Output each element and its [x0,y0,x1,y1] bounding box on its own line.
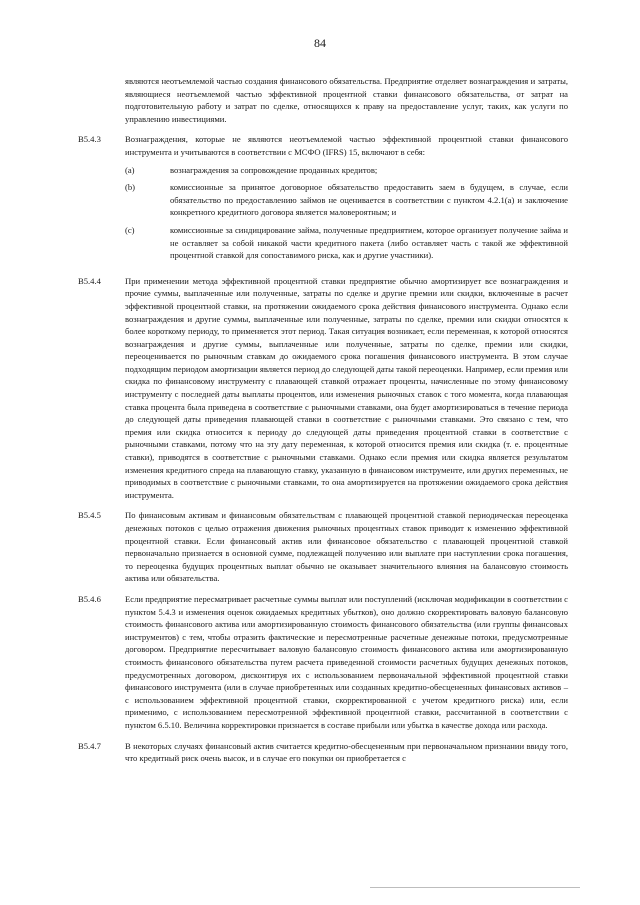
list-item [125,164,568,177]
list-item [125,224,568,262]
paragraph-b5-4-5 [78,509,568,585]
paragraph-number: B5.4.7 [78,740,101,751]
scan-artifact-line [370,887,580,888]
paragraph-number: B5.4.5 [78,510,101,521]
paragraph-b5-4-6 [78,593,568,732]
paragraph-number: B5.4.6 [78,593,101,604]
item-list [125,164,568,262]
item-text: комиссионные за принятое договорное обязательство предоставить заем в будущем, в случае, если обязательство по предоставлению займов не оценивается в соответствии с пунктом 4.2.1(a) и заключение конкретного кредитного договора является маловероятным; и [170,182,568,218]
page-number: 84 [314,36,326,50]
paragraph-text: При применении метода эффективной процентной ставки предприятие обычно амортизирует все вознаграждения и прочие суммы, выплаченные или полученные, затраты по сделке и другие премии или скидки, включенные в расчет эффективной процентной ставки, на протяжении ожидаемого срока действия финансового инструмента. Однако если вознаграждения и другие суммы, выплаченные или полученные, затраты по сделке, премии или скидки относятся к более короткому периоду, то применяется этот период. Такая ситуация возникает, если переменная, к которой относятся вознаграждения и другие суммы, выплаченные или полученные, затраты по сделке, премии или скидки, переоценивается по рыночным ставкам до ожидаемого срока погашения финансового инструмента. В этом случае подходящим периодом амортизации является период до следующей даты такой переоценки. Например, если премия или скидка по финансовому инструменту с плавающей ставкой отражает проценты, начисленные по этому финансовому инструменту с последней даты выплаты процентов, или изменения рыночных ставок с того момента, когда плавающая ставка процента была приведена в соответствие с рыночными ставками, она будет амортизироваться в течение периода до следующей даты приведения плавающей ставки в соответствие с рыночными ставками. Это связано с тем, что премия или скидка относится к периоду до следующей даты приведения процентной ставки в соответствие с рыночными ставками, потому что на эту дату переменная, к которой относится премия или скидка (т. е. процентные ставки), приводятся в соответствие с рыночными ставками. Однако если премия или скидка является результатом изменения кредитного спреда на плавающую ставку, указанную в финансовом инструменте, или других переменных, не приводимых в соответствие с рыночными ставками, то она амортизируется на протяжении ожидаемого срока действия инструмента. [125,275,568,500]
paragraph-text: По финансовым активам и финансовым обязательствам с плавающей процентной ставкой периодическая переоценка денежных потоков с целью отражения движения рыночных процентных ставок приводит к изменению эффективной процентной ставки. Если финансовый актив или финансовое обязательство с плавающей процентной ставкой первоначально признается в основной сумме, подлежащей получению или выплате при наступлении срока погашения, то переоценка будущих процентных выплат обычно не оказывает значительного влияния на балансовую стоимость актива или обязательства. [125,510,568,584]
paragraph-b5-4-3 [78,133,568,266]
paragraph-text: Если предприятие пересматривает расчетные суммы выплат или поступлений (исключая модификации в соответствии с пунктом 5.4.3 и изменения оценок ожидаемых кредитных убытков), оно должно скорректировать валовую балансовую стоимость финансового актива или амортизированную стоимость финансового обязательства (или группы финансовых инструментов) с тем, чтобы отразить фактические и пересмотренные расчетные денежные потоки, предусмотренные договором. Предприятие пересчитывает валовую балансовую стоимость финансового актива или амортизированную стоимость финансового обязательства путем расчета приведенной стоимости расчетных будущих денежных потоков, предусмотренных договором, дисконтируя их с использованием первоначальной эффективной процентной ставки финансового инструмента (или в случае приобретенных или созданных кредитно-обесцененных финансовых активов – с использованием эффективной процентной ставки, скорректированной с учетом кредитного риска) или, если применимо, с использованием пересмотренной эффективной процентной ставки, рассчитанной в соответствии с пунктом 6.5.10. Величина корректировки признается в составе прибыли или убытка в качестве дохода или расхода. [125,593,568,730]
item-text: вознаграждения за сопровождение проданных кредитов; [170,164,378,175]
item-letter: (c) [125,224,135,235]
continuation-paragraph: являются неотъемлемой частью создания финансового обязательства. Предприятие отделяет вознаграждения и затраты, являющиеся неотъемлемой частью эффективной процентной ставки финансового обязательства, от затрат на подготовительную работу и затрат по сделке, относящихся к праву на предоставление услуг, таких, как услуги по управлению инвестициями. [125,76,568,124]
paragraph-text: В некоторых случаях финансовый актив считается кредитно-обесцененным при первоначальном признании ввиду того, что кредитный риск очень высок, и в случае его покупки он приобретается с [125,740,568,764]
item-text: комиссионные за синдицирование займа, полученные предприятием, которое организует получение займа и не оставляет за собой никакой части кредитного пакета (либо оставляет часть с такой же эффективной процентной ставкой для сопоставимого риска, как и другие участники). [170,224,568,261]
paragraph-b5-4-7 [78,740,568,765]
paragraph-text: Вознаграждения, которые не являются неотъемлемой частью эффективной процентной ставки финансового инструмента и учитываются в соответствии с МСФО (IFRS) 15, включают в себя: [125,134,568,157]
item-letter: (b) [125,182,136,193]
paragraph-b5-4-4 [78,275,568,502]
item-letter: (a) [125,164,135,175]
paragraph-body [125,133,568,266]
paragraph-number: B5.4.3 [78,134,101,145]
document-body [78,75,568,773]
paragraph-number: B5.4.4 [78,275,101,286]
list-item [125,181,568,219]
